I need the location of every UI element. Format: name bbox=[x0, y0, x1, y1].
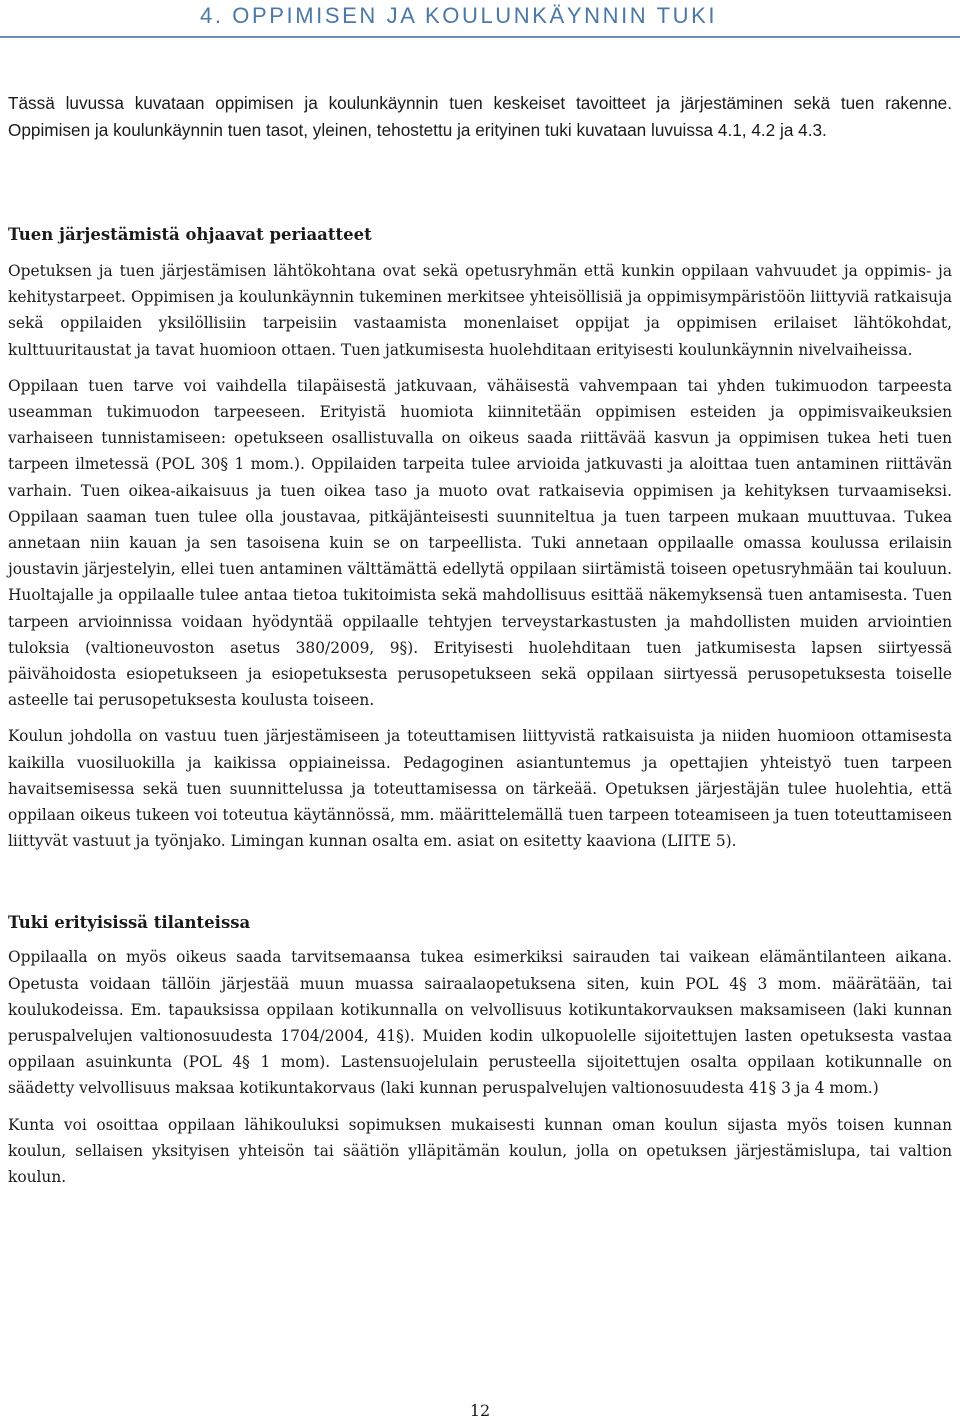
section-heading-principles: Tuen järjestämistä ohjaavat periaatteet bbox=[8, 225, 372, 244]
intro-paragraph: Tässä luvussa kuvataan oppimisen ja koulunkäynnin tuen keskeiset tavoitteet ja järjestäminen sekä tuen rakenne. Oppimisen ja koulunkäynnin tuen tasot, yleinen, tehostettu ja erityinen tuki kuvataan luvuissa 4.1, 4.2 ja 4.3. bbox=[8, 93, 952, 140]
body-paragraph: Oppilaalla on myös oikeus saada tarvitsemaansa tukea esimerkiksi sairauden tai vaikean elämäntilanteen aikana. Opetusta voidaan tällöin järjestää muun muassa sairaalaopetuksena siten, kuin POL 4§ 3 mom. määrätään, tai koulukodeissa. Em. tapauksissa oppilaan kotikunnalla on velvollisuus kotikuntakorvauksen maksamiseen (laki kunnan peruspalvelujen valtionosuudesta 1704/2004, 41§). Muiden kodin ulkopuolelle sijoitettujen lasten opetuksesta vastaa oppilaan asuinkunta (POL 4§ 1 mom). Lastensuojelulain perusteella sijoitettujen osalta oppilaan kotikunnalle on säädetty velvollisuus maksaa kotikuntakorvaus (laki kunnan peruspalvelujen valtionosuudesta 41§ 3 ja 4 mom.) bbox=[8, 948, 952, 1098]
body-paragraph: Koulun johdolla on vastuu tuen järjestämiseen ja toteuttamisen liittyvistä ratkaisuista ja niiden huomioon ottamisesta kaikilla vuosiluokilla ja kaikissa oppiaineissa. Pedagoginen asiantuntemus ja opettajien yhteistyö tuen tarpeen havaitsemisessa sekä tuen suunnittelussa ja toteuttamisessa on tärkeää. Opetuksen järjestäjän tulee huolehtia, että oppilaan oikeus tukeen voi toteutua käytännössä, mm. määrittelemällä tuen tarpeen toteamiseen ja tuen toteuttamiseen liittyvät vastuut ja työnjako. Limingan kunnan osalta em. asiat on esitetty kaaviona (LIITE 5). bbox=[8, 727, 952, 851]
page-number: 12 bbox=[469, 1401, 491, 1420]
body-paragraph: Oppilaan tuen tarve voi vaihdella tilapäisestä jatkuvaan, vähäisestä vahvempaan tai yhden tukimuodon tarpeesta useamman tukimuodon tarpeeseen. Erityistä huomiota kiinnitetään oppimisen esteiden ja oppimisvaikeuksien varhaiseen tunnistamiseen: opetukseen osallistuvalla on oikeus saada riittävää kasvun ja oppimisen tukea heti tuen tarpeen ilmetessä (POL 30§ 1 mom.). Oppilaiden tarpeita tulee arvioida jatkuvasti ja aloittaa tuen antaminen riittävän varhain. Tuen oikea-aikaisuus ja tuen oikea taso ja muoto ovat ratkaisevia oppimisen ja kehityksen turvaamiseksi. Oppilaan saaman tuen tulee olla joustavaa, pitkäjänteisesti suunniteltua ja tuen tarpeen mukaan muuttuvaa. Tukea annetaan niin kauan ja sen tasoisena kuin se on tarpeellista. Tuki annetaan oppilaalle omassa koulussa erilaisin joustavin järjestelyin, ellei tuen antaminen välttämättä edellytä oppilaan siirtämistä toiseen opetusryhmään tai kouluun. Huoltajalle ja oppilaalle tulee antaa tietoa tukitoimista sekä mahdollisuus esittää näkemyksensä tuen antamisesta. Tuen tarpeen arvioinnissa voidaan hyödyntää oppilaalle tehtyjen terveystarkastusten ja mahdollisten muiden arviointien tuloksia (valtioneuvoston asetus 380/2009, 9§). Erityisesti huolehditaan tuen jatkumisesta lapsen siirtyessä päivähoidosta esiopetukseen ja esiopetuksesta perusopetukseen sekä oppilaan siirtyessä perusopetuksesta toiselle asteelle tai perusopetuksesta koulusta toiseen. bbox=[8, 376, 952, 710]
body-paragraph: Opetuksen ja tuen järjestämisen lähtökohtana ovat sekä opetusryhmän että kunkin oppilaan vahvuudet ja oppimis- ja kehitystarpeet. Oppimisen ja koulunkäynnin tukeminen merkitsee yhteisöllisiä ja oppimisympäristöön liittyviä ratkaisuja sekä oppilaiden yksilöllisiin tarpeisiin vastaamista monenlaiset oppijat ja oppimisen erilaiset lähtökohdat, kulttuuritaustat ja tavat huomioon ottaen. Tuen jatkumisesta huolehditaan erityisesti koulunkäynnin nivelvaiheissa. bbox=[8, 262, 952, 359]
body-paragraph: Kunta voi osoittaa oppilaan lähikouluksi sopimuksen mukaisesti kunnan oman koulun sijasta myös toisen kunnan koulun, sellaisen yksityisen yhteisön tai säätiön ylläpitämän koulun, jolla on opetuksen järjestämislupa, tai valtion koulun. bbox=[8, 1115, 952, 1187]
chapter-title: 4. OPPIMISEN JA KOULUNKÄYNNIN TUKI bbox=[200, 3, 718, 28]
section-heading-special-situations: Tuki erityisissä tilanteissa bbox=[8, 913, 251, 933]
title-divider bbox=[0, 36, 960, 38]
main-content bbox=[8, 222, 952, 1190]
